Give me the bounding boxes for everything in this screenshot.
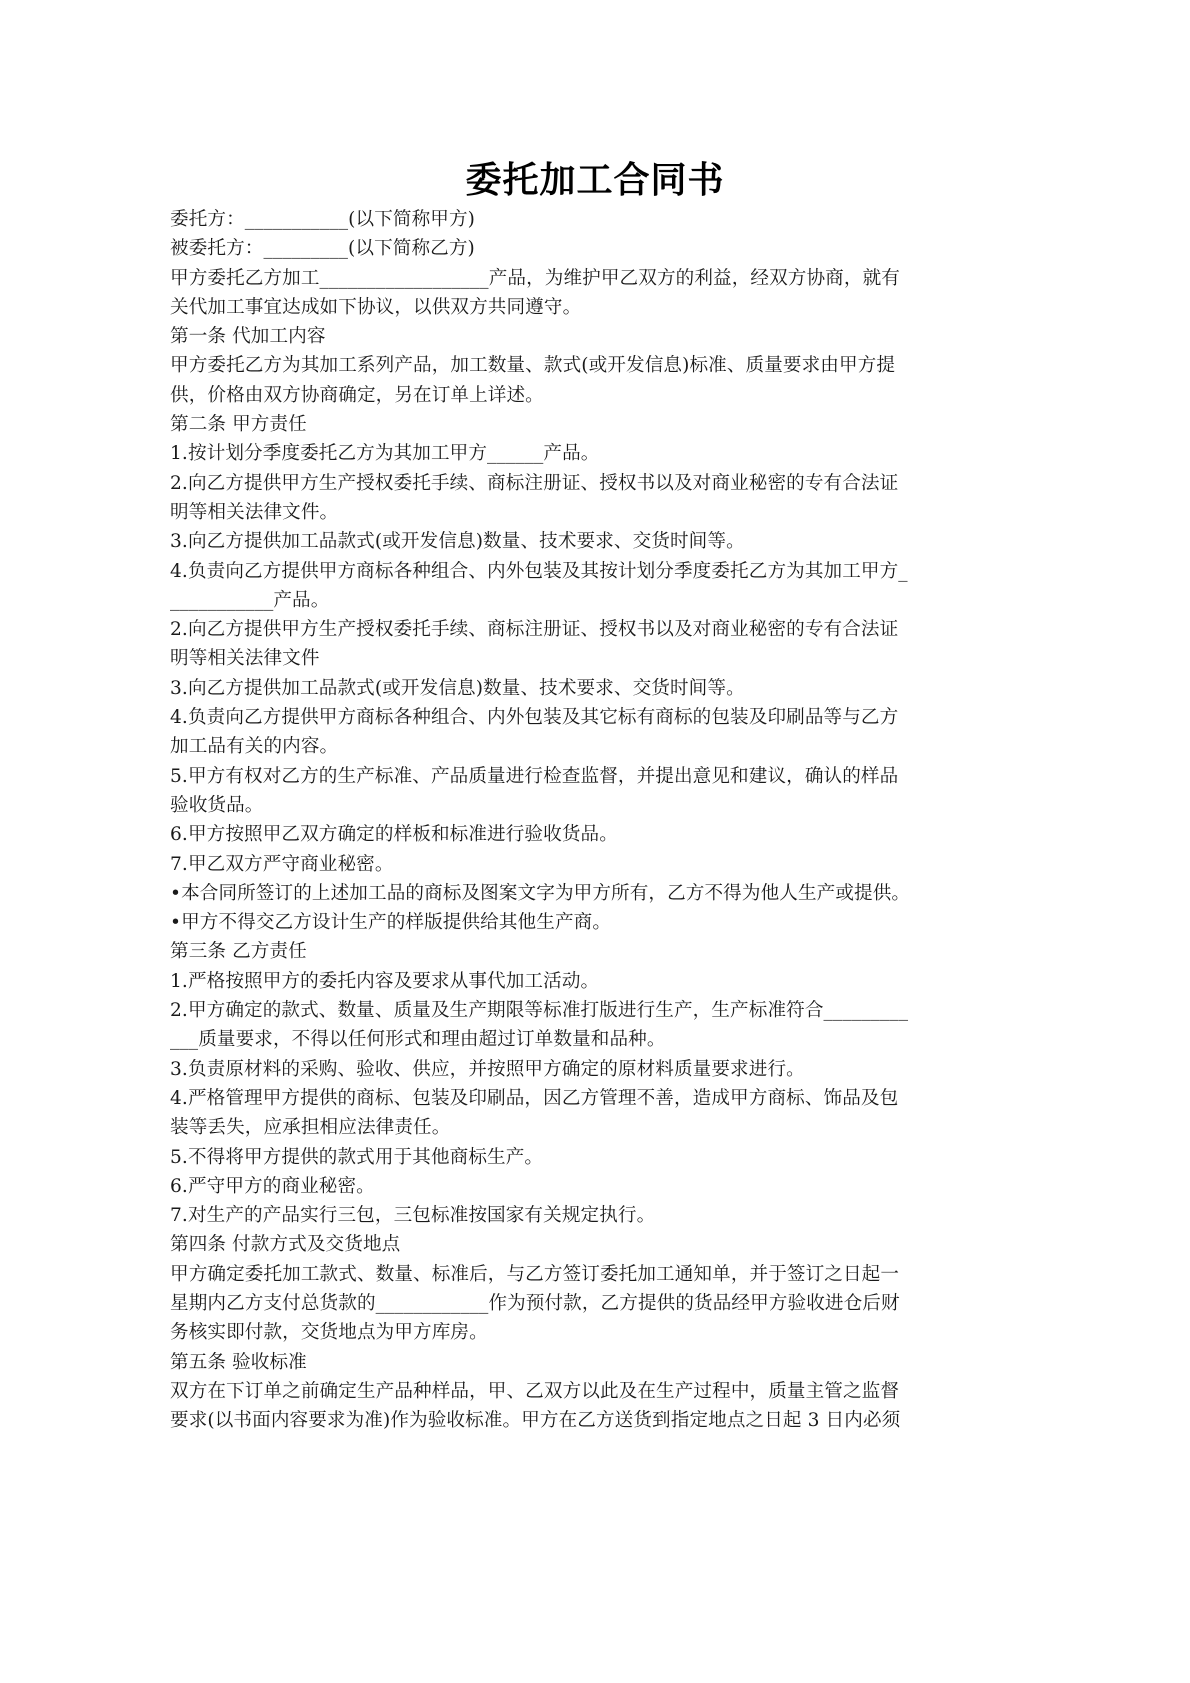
text-line: 6.严守甲方的商业秘密。 [170,1175,375,1197]
text-line: 第三条 乙方责任 [170,941,307,963]
text-line: 1.严格按照甲方的委托内容及要求从事代加工活动。 [170,970,600,992]
text-line: 7.甲乙双方严守商业秘密。 [170,853,394,875]
text-line: 3.向乙方提供加工品款式(或开发信息)数量、技术要求、交货时间等。 [170,677,745,699]
text-line: 委托方：___________(以下简称甲方) [170,209,476,230]
text-line: 4.严格管理甲方提供的商标、包装及印刷品，因乙方管理不善，造成甲方商标、饰品及包 [170,1087,899,1109]
text-line: 5.甲方有权对乙方的生产标准、产品质量进行检查监督，并提出意见和建议，确认的样品 [170,765,899,787]
text-line: ___________产品。 [170,589,330,611]
text-line: 第四条 付款方式及交货地点 [170,1234,401,1256]
text-line: 明等相关法律文件 [170,648,320,670]
text-line: 7.对生产的产品实行三包，三包标准按国家有关规定执行。 [170,1205,656,1227]
text-line: 2.向乙方提供甲方生产授权委托手续、商标注册证、授权书以及对商业秘密的专有合法证 [170,619,899,641]
text-line: 4.负责向乙方提供甲方商标各种组合、内外包装及其按计划分季度委托乙方为其加工甲方_ [170,560,908,582]
text-line: 装等丢失，应承担相应法律责任。 [170,1117,451,1139]
text-line: ___质量要求，不得以任何形式和理由超过订单数量和品种。 [170,1029,666,1051]
text-line: 4.负责向乙方提供甲方商标各种组合、内外包装及其它标有商标的包装及印刷品等与乙方 [170,707,899,729]
text-line: 2.向乙方提供甲方生产授权委托手续、商标注册证、授权书以及对商业秘密的专有合法证 [170,472,899,494]
text-line: •甲方不得交乙方设计生产的样版提供给其他生产商。 [170,912,612,934]
text-line: 明等相关法律文件。 [170,501,339,523]
text-line: 加工品有关的内容。 [170,736,339,758]
text-line: 3.向乙方提供加工品款式(或开发信息)数量、技术要求、交货时间等。 [170,531,745,553]
text-line: 1.按计划分季度委托乙方为其加工甲方______产品。 [170,443,600,465]
text-line: 甲方确定委托加工款式、数量、标准后，与乙方签订委托加工通知单，并于签订之日起一 [170,1263,900,1285]
text-line: 第二条 甲方责任 [170,414,307,436]
text-line: 第五条 验收标准 [170,1351,307,1373]
text-line: 第一条 代加工内容 [170,326,326,348]
text-line: 验收货品。 [170,794,264,816]
text-line: 要求(以书面内容要求为准)作为验收标准。甲方在乙方送货到指定地点之日起 3 日内必须 [170,1410,901,1432]
document-title: 委托加工合同书 [465,160,725,201]
text-line: 甲方委托乙方加工__________________产品，为维护甲乙双方的利益，经双方协商，就有 [170,267,900,289]
text-line: 供，价格由双方协商确定，另在订单上详述。 [170,384,544,406]
text-line: 关代加工事宜达成如下协议，以供双方共同遵守。 [170,296,582,318]
text-line: 2.甲方确定的款式、数量、质量及生产期限等标准打版进行生产，生产标准符合_________ [170,1000,909,1022]
text-line: 6.甲方按照甲乙双方确定的样板和标准进行验收货品。 [170,824,618,846]
text-line: 甲方委托乙方为其加工系列产品，加工数量、款式(或开发信息)标准、质量要求由甲方提 [170,355,896,377]
text-line: 务核实即付款，交货地点为甲方库房。 [170,1322,488,1344]
text-line: 5.不得将甲方提供的款式用于其他商标生产。 [170,1146,544,1168]
text-line: 被委托方：_________(以下简称乙方) [170,238,475,260]
text-line: •本合同所签订的上述加工品的商标及图案文字为甲方所有，乙方不得为他人生产或提供。 [170,882,911,904]
text-line: 3.负责原材料的采购、验收、供应，并按照甲方确定的原材料质量要求进行。 [170,1058,805,1080]
text-line: 星期内乙方支付总货款的____________作为预付款，乙方提供的货品经甲方验收进仓后财 [170,1292,900,1314]
document-body [170,205,950,1435]
text-line: 双方在下订单之前确定生产品种样品，甲、乙双方以此及在生产过程中，质量主管之监督 [170,1380,900,1402]
